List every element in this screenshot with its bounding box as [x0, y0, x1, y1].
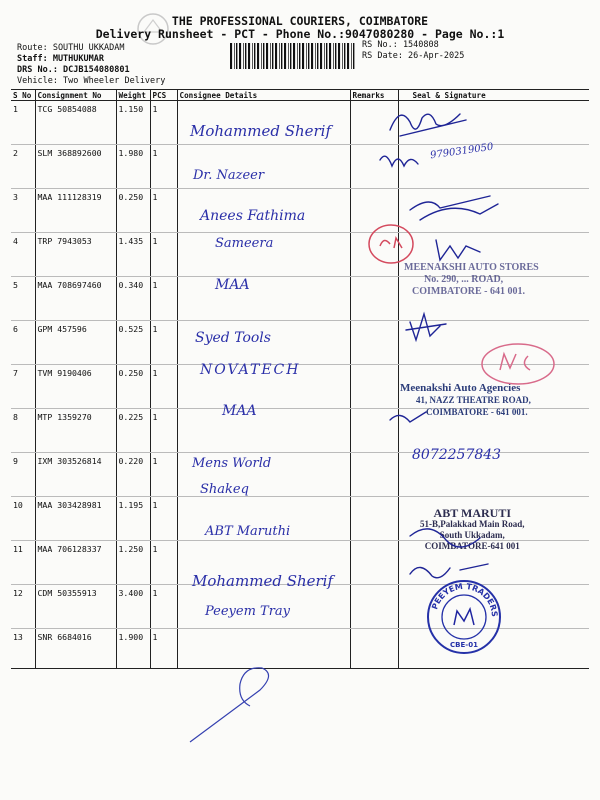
runsheet-meta-left	[17, 43, 165, 87]
row-sno: 6	[11, 321, 35, 365]
row-consignee	[177, 101, 350, 145]
row-remarks	[350, 365, 398, 409]
table-row	[11, 233, 589, 277]
row-consignment: MAA 111128319	[35, 189, 116, 233]
row-consignee	[177, 629, 350, 669]
row-consignment: IXM 303526814	[35, 453, 116, 497]
handwritten-consignee-8: MAA	[222, 403, 257, 419]
vehicle-label: Vehicle: Two Wheeler Delivery	[17, 76, 166, 86]
handwritten-consignee-4: Sameera	[215, 236, 274, 251]
runsheet-meta-right	[362, 40, 464, 62]
row-consignee	[177, 409, 350, 453]
row-weight: 3.400	[116, 585, 150, 629]
row-weight: 1.435	[116, 233, 150, 277]
handwritten-consignee-2: Dr. Nazeer	[193, 168, 265, 183]
row-remarks	[350, 585, 398, 629]
table-row	[11, 453, 589, 497]
row-pcs: 1	[150, 453, 177, 497]
row-seal	[398, 453, 589, 497]
row-seal	[398, 145, 589, 189]
row-seal	[398, 321, 589, 365]
row-sno: 8	[11, 409, 35, 453]
handwritten-consignee-1: Mohammed Sherif	[190, 122, 332, 140]
table-row	[11, 145, 589, 189]
col-sno: S No	[11, 90, 35, 101]
row-sno: 10	[11, 497, 35, 541]
handwritten-consignee-11: ABT Maruthi	[205, 524, 291, 539]
row-weight: 0.525	[116, 321, 150, 365]
company-title: THE PROFESSIONAL COURIERS, COIMBATORE	[171, 14, 429, 28]
row-consignment: CDM 50355913	[35, 585, 116, 629]
rs-date: RS Date: 26-Apr-2025	[362, 51, 465, 61]
route-label: Route: SOUTHU UKKADAM	[17, 43, 125, 53]
stamp-line: 51-B,Palakkad Main Road,	[420, 519, 525, 529]
row-pcs: 1	[150, 497, 177, 541]
table-row	[11, 365, 589, 409]
rs-number: RS No.: 1540808	[362, 40, 439, 50]
row-weight: 1.250	[116, 541, 150, 585]
row-consignment: MTP 1359270	[35, 409, 116, 453]
row-consignee	[177, 365, 350, 409]
row-sno: 9	[11, 453, 35, 497]
table-header-row	[11, 90, 589, 101]
handwritten-consignee-9: Mens World	[192, 456, 272, 471]
drs-number: DRS No.: DCJB154080801	[17, 65, 130, 75]
seal-text: PEEYEM TRADERS	[430, 581, 500, 618]
row-sno: 5	[11, 277, 35, 321]
row-consignment: MAA 303428981	[35, 497, 116, 541]
seal-sub: CBE-01	[450, 641, 478, 649]
row-sno: 11	[11, 541, 35, 585]
table-row	[11, 189, 589, 233]
stamp-line: COIMBATORE - 641 001.	[426, 407, 528, 417]
row-pcs: 1	[150, 145, 177, 189]
row-pcs: 1	[150, 585, 177, 629]
table-row	[11, 101, 589, 145]
row-weight: 1.150	[116, 101, 150, 145]
row-remarks	[350, 629, 398, 669]
row-consignee	[177, 321, 350, 365]
row-remarks	[350, 233, 398, 277]
barcode	[230, 43, 355, 69]
stamp-line: ABT MARUTI	[433, 506, 511, 520]
row-consignment: TVM 9190406	[35, 365, 116, 409]
row-sno: 12	[11, 585, 35, 629]
col-consignee: Consignee Details	[177, 90, 350, 101]
row-weight: 0.220	[116, 453, 150, 497]
row-consignment: MAA 708697460	[35, 277, 116, 321]
row-seal	[398, 189, 589, 233]
col-pcs: PCS	[150, 90, 177, 101]
row-seal	[398, 497, 589, 541]
stamp-line: No. 290, ... ROAD,	[424, 274, 504, 285]
handwritten-consignee-12: Mohammed Sherif	[192, 572, 334, 590]
row-seal	[398, 541, 589, 585]
handwritten-consignee-7: NOVATECH	[200, 362, 301, 378]
row-pcs: 1	[150, 409, 177, 453]
row-remarks	[350, 409, 398, 453]
table-row	[11, 409, 589, 453]
table-row	[11, 277, 589, 321]
row-consignment: SNR 6684016	[35, 629, 116, 669]
row-seal	[398, 277, 589, 321]
handwritten-phone-2: 8072257843	[412, 447, 502, 463]
table-row	[11, 541, 589, 585]
row-consignment: TRP 7943053	[35, 233, 116, 277]
table-row	[11, 585, 589, 629]
runsheet-subtitle: Delivery Runsheet - PCT - Phone No.:9047080280 - Page No.:1	[95, 27, 505, 41]
runsheet-table	[11, 89, 589, 669]
row-sno: 3	[11, 189, 35, 233]
row-seal	[398, 409, 589, 453]
table-row	[11, 629, 589, 669]
row-consignee	[177, 453, 350, 497]
row-seal	[398, 101, 589, 145]
row-remarks	[350, 189, 398, 233]
row-sno: 4	[11, 233, 35, 277]
row-consignee	[177, 189, 350, 233]
row-pcs: 1	[150, 233, 177, 277]
stamp-line: MEENAKSHI AUTO STORES	[404, 262, 539, 273]
row-remarks	[350, 145, 398, 189]
row-seal	[398, 629, 589, 669]
row-pcs: 1	[150, 189, 177, 233]
row-sno: 7	[11, 365, 35, 409]
col-seal: Seal & Signature	[398, 90, 589, 101]
handwritten-consignee-10: Shakeq	[200, 482, 249, 497]
stamp-line: COIMBATORE - 641 001.	[412, 286, 525, 297]
row-pcs: 1	[150, 541, 177, 585]
row-pcs: 1	[150, 101, 177, 145]
row-weight: 0.225	[116, 409, 150, 453]
row-consignee	[177, 145, 350, 189]
handwritten-consignee-13: Peeyem Tray	[205, 604, 291, 619]
row-pcs: 1	[150, 277, 177, 321]
row-seal	[398, 585, 589, 629]
handwritten-consignee-6: Syed Tools	[195, 330, 271, 346]
row-weight: 0.250	[116, 189, 150, 233]
stamp-line: COIMBATORE-641 001	[424, 541, 520, 551]
row-remarks	[350, 101, 398, 145]
row-seal	[398, 365, 589, 409]
handwritten-consignee-5: MAA	[215, 277, 250, 293]
handwritten-phone-1: 9790319050	[429, 141, 495, 162]
col-consignment: Consignment No	[35, 90, 116, 101]
row-consignee	[177, 277, 350, 321]
col-weight: Weight	[116, 90, 150, 101]
row-remarks	[350, 497, 398, 541]
row-sno: 2	[11, 145, 35, 189]
col-remarks: Remarks	[350, 90, 398, 101]
stamp-line: 41, NAZZ THEATRE ROAD,	[416, 395, 531, 405]
row-consignment: MAA 706128337	[35, 541, 116, 585]
table-row	[11, 497, 589, 541]
row-remarks	[350, 277, 398, 321]
row-consignee	[177, 541, 350, 585]
row-consignment: TCG 50854088	[35, 101, 116, 145]
stamp-line: South Ukkadam,	[439, 530, 505, 540]
row-consignee	[177, 585, 350, 629]
row-remarks	[350, 453, 398, 497]
row-consignment: GPM 457596	[35, 321, 116, 365]
row-weight: 1.980	[116, 145, 150, 189]
row-remarks	[350, 321, 398, 365]
row-sno: 1	[11, 101, 35, 145]
row-sno: 13	[11, 629, 35, 669]
row-seal	[398, 233, 589, 277]
staff-label: Staff: MUTHUKUMAR	[17, 54, 104, 64]
table-row	[11, 321, 589, 365]
stamp-line: Meenakshi Auto Agencies	[400, 382, 521, 394]
row-weight: 0.250	[116, 365, 150, 409]
row-pcs: 1	[150, 629, 177, 669]
row-consignee	[177, 497, 350, 541]
row-weight: 1.900	[116, 629, 150, 669]
row-pcs: 1	[150, 321, 177, 365]
row-remarks	[350, 541, 398, 585]
row-weight: 0.340	[116, 277, 150, 321]
handwritten-consignee-3: Anees Fathima	[200, 208, 306, 224]
row-pcs: 1	[150, 365, 177, 409]
row-consignment: SLM 368892600	[35, 145, 116, 189]
row-consignee	[177, 233, 350, 277]
row-weight: 1.195	[116, 497, 150, 541]
